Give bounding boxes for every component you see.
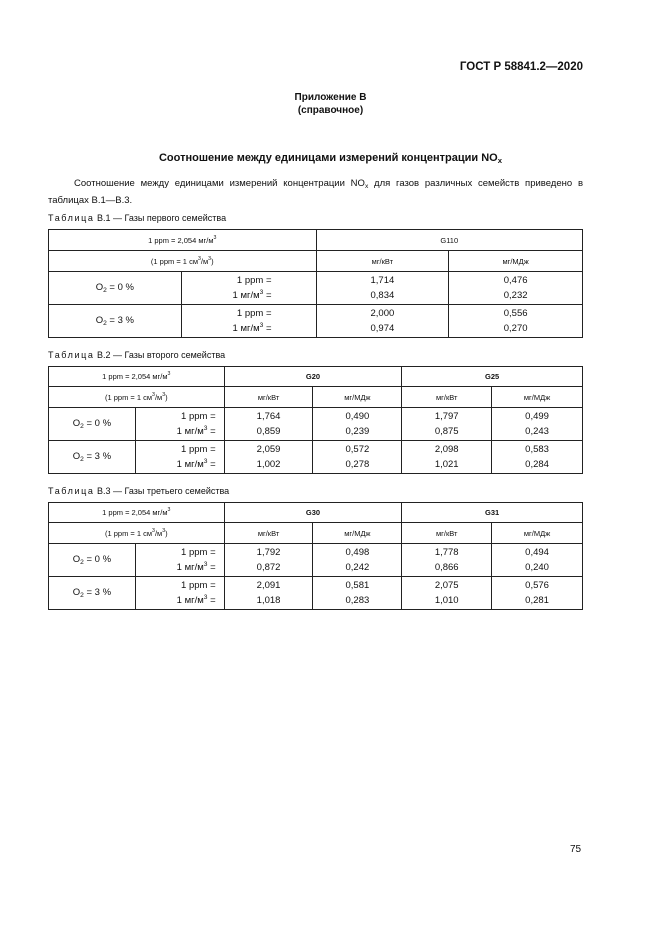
o2-label: $O_2 = 0$ %: [49, 408, 136, 441]
table-header-row: [49, 230, 583, 251]
conversion-cell: 1 ppm = 2,054 $мг/м^3$: [49, 230, 317, 251]
value-cell: 1,714 0,834: [316, 272, 449, 305]
unit-kw: мг/кВт: [402, 387, 492, 408]
value-cell: 2,000 0,974: [316, 305, 449, 338]
table3-caption: Таблица В.3 — Газы третьего семейства: [48, 486, 230, 496]
table1-caption: Таблица В.1 — Газы первого семейства: [48, 213, 227, 223]
o2-label: $O_2 = 3$ %: [49, 305, 182, 338]
value-cell: 2,075 1,010: [402, 577, 492, 610]
value-cell: 0,581 0,283: [313, 577, 402, 610]
annex-title: Приложение В: [294, 92, 367, 103]
table-unit-row: [49, 251, 583, 272]
table-row: [49, 441, 583, 474]
unit-kw: мг/кВт: [316, 251, 449, 272]
intro-paragraph: Соотношение между единицами измерений концентрации $NO_x$ для газов различных семейств приведено в таблицах В.1—В.3.: [48, 178, 583, 206]
value-cell: 1,764 0,859: [224, 408, 313, 441]
gas-header: G20: [224, 367, 402, 387]
unit-labels: 1 ppm = 1 $мг/м^3$ =: [181, 305, 316, 338]
table1: [48, 229, 583, 338]
value-cell: 0,583 0,284: [492, 441, 583, 474]
value-cell: 0,476 0,232: [449, 272, 583, 305]
table-header-row: [49, 503, 583, 523]
value-cell: 0,498 0,242: [313, 544, 402, 577]
table-row: [49, 305, 583, 338]
value-cell: 0,572 0,278: [313, 441, 402, 474]
unit-labels: 1 ppm = 1 $мг/м^3$ =: [135, 408, 224, 441]
value-cell: 2,059 1,002: [224, 441, 313, 474]
unit-labels: 1 ppm = 1 $мг/м^3$ =: [135, 577, 224, 610]
gas-header: G30: [224, 503, 402, 523]
o2-label: $O_2 = 3$ %: [49, 441, 136, 474]
conversion-cell: 1 ppm = 2,054 $мг/м^3$: [49, 503, 225, 523]
table-row: [49, 272, 583, 305]
value-cell: 1,792 0,872: [224, 544, 313, 577]
unit-labels: 1 ppm = 1 $мг/м^3$ =: [181, 272, 316, 305]
value-cell: 0,494 0,240: [492, 544, 583, 577]
page-number: 75: [570, 844, 582, 855]
value-cell: 1,778 0,866: [402, 544, 492, 577]
value-cell: 0,576 0,281: [492, 577, 583, 610]
table2-caption: Таблица В.2 — Газы второго семейства: [48, 350, 226, 360]
gas-header: G31: [402, 503, 583, 523]
value-cell: 0,490 0,239: [313, 408, 402, 441]
gas-header: G110: [316, 230, 582, 251]
unit-labels: 1 ppm = 1 $мг/м^3$ =: [135, 544, 224, 577]
unit-mj: мг/МДж: [449, 251, 583, 272]
table2: [48, 366, 583, 474]
table-header-row: [49, 367, 583, 387]
unit-mj: мг/МДж: [313, 387, 402, 408]
conversion-note-cell: (1 ppm = 1 $см^3/м^3$): [49, 251, 317, 272]
annex-note: (справочное): [297, 105, 364, 116]
o2-label: $O_2 = 0$ %: [49, 272, 182, 305]
unit-labels: 1 ppm = 1 $мг/м^3$ =: [135, 441, 224, 474]
o2-label: $O_2 = 0$ %: [49, 544, 136, 577]
value-cell: 1,797 0,875: [402, 408, 492, 441]
unit-kw: мг/кВт: [402, 523, 492, 544]
table-unit-row: [49, 387, 583, 408]
annex-heading: [0, 91, 661, 117]
unit-mj: мг/МДж: [313, 523, 402, 544]
conversion-note-cell: (1 ppm = 1 $см^3/м^3$): [49, 387, 225, 408]
value-cell: 2,091 1,018: [224, 577, 313, 610]
conversion-cell: 1 ppm = 2,054 $мг/м^3$: [49, 367, 225, 387]
unit-kw: мг/кВт: [224, 387, 313, 408]
document-header: ГОСТ Р 58841.2—2020: [459, 61, 583, 73]
value-cell: 2,098 1,021: [402, 441, 492, 474]
unit-kw: мг/кВт: [224, 523, 313, 544]
table3: [48, 502, 583, 610]
section-title: Соотношение между единицами измерений концентрации $NO_x$: [158, 152, 503, 165]
table-row: [49, 577, 583, 610]
table-row: [49, 544, 583, 577]
unit-mj: мг/МДж: [492, 387, 583, 408]
conversion-note-cell: (1 ppm = 1 $см^3/м^3$): [49, 523, 225, 544]
value-cell: 0,499 0,243: [492, 408, 583, 441]
table-row: [49, 408, 583, 441]
table-unit-row: [49, 523, 583, 544]
unit-mj: мг/МДж: [492, 523, 583, 544]
o2-label: $O_2 = 3$ %: [49, 577, 136, 610]
value-cell: 0,556 0,270: [449, 305, 583, 338]
gas-header: G25: [402, 367, 583, 387]
